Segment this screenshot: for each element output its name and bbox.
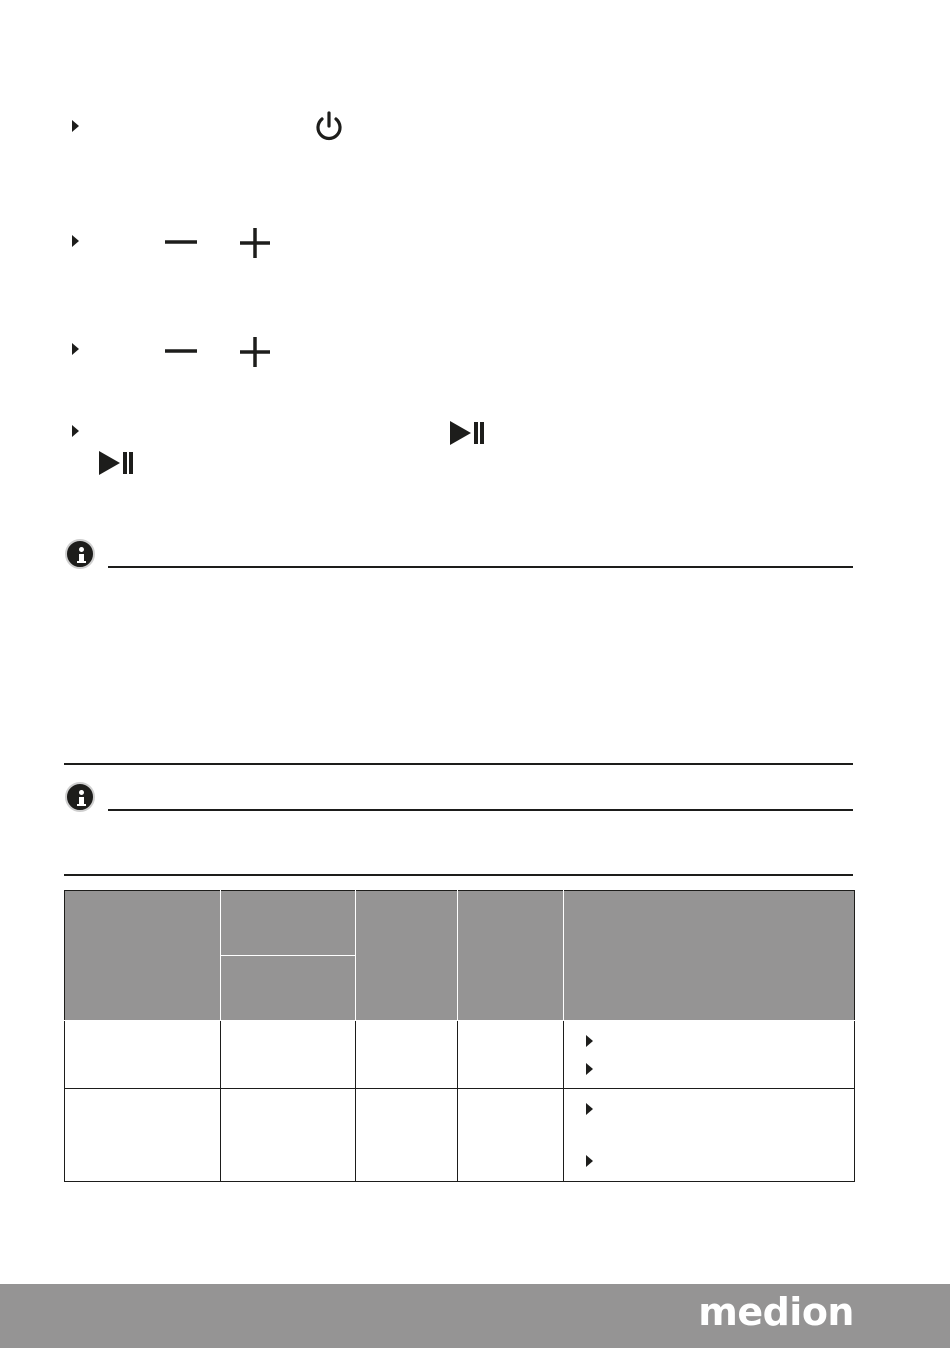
table-cell xyxy=(65,1089,221,1182)
power-icon xyxy=(312,110,346,144)
table-cell xyxy=(356,1021,458,1089)
table-cell xyxy=(221,1089,356,1182)
table-row xyxy=(65,1021,855,1089)
minus-icon xyxy=(163,226,199,258)
info-icon xyxy=(65,539,95,569)
table-row xyxy=(65,1089,855,1182)
table-header-cell xyxy=(221,956,356,1021)
play-pause-icon xyxy=(449,420,485,446)
table-cell xyxy=(65,1021,221,1089)
troubleshooting-table xyxy=(64,890,855,1182)
table-cell xyxy=(458,1089,564,1182)
info-divider xyxy=(108,809,853,811)
table-cell xyxy=(564,1021,855,1089)
table-header-cell xyxy=(458,891,564,1021)
info-icon xyxy=(65,782,95,812)
bullet-icon xyxy=(72,425,79,437)
bullet-icon xyxy=(586,1063,593,1075)
bullet-icon xyxy=(586,1035,593,1047)
info-divider xyxy=(108,566,853,568)
table-cell xyxy=(458,1021,564,1089)
section-divider xyxy=(64,874,853,876)
footer-bar xyxy=(0,1284,950,1348)
plus-icon xyxy=(238,226,272,260)
table-cell xyxy=(221,1021,356,1089)
table-header-cell xyxy=(564,891,855,1021)
bullet-icon xyxy=(586,1155,593,1167)
play-pause-icon xyxy=(98,450,134,476)
bullet-icon xyxy=(586,1103,593,1115)
section-divider xyxy=(64,763,853,765)
bullet-icon xyxy=(72,235,79,247)
table-cell xyxy=(564,1089,855,1182)
table-header-cell xyxy=(356,891,458,1021)
bullet-icon xyxy=(72,343,79,355)
table-header-cell xyxy=(65,891,221,1021)
bullet-icon xyxy=(72,120,79,132)
table-cell xyxy=(356,1089,458,1182)
plus-icon xyxy=(238,335,272,369)
minus-icon xyxy=(163,335,199,367)
medion-logo: medion xyxy=(698,1290,854,1334)
table-header-cell xyxy=(221,891,356,956)
